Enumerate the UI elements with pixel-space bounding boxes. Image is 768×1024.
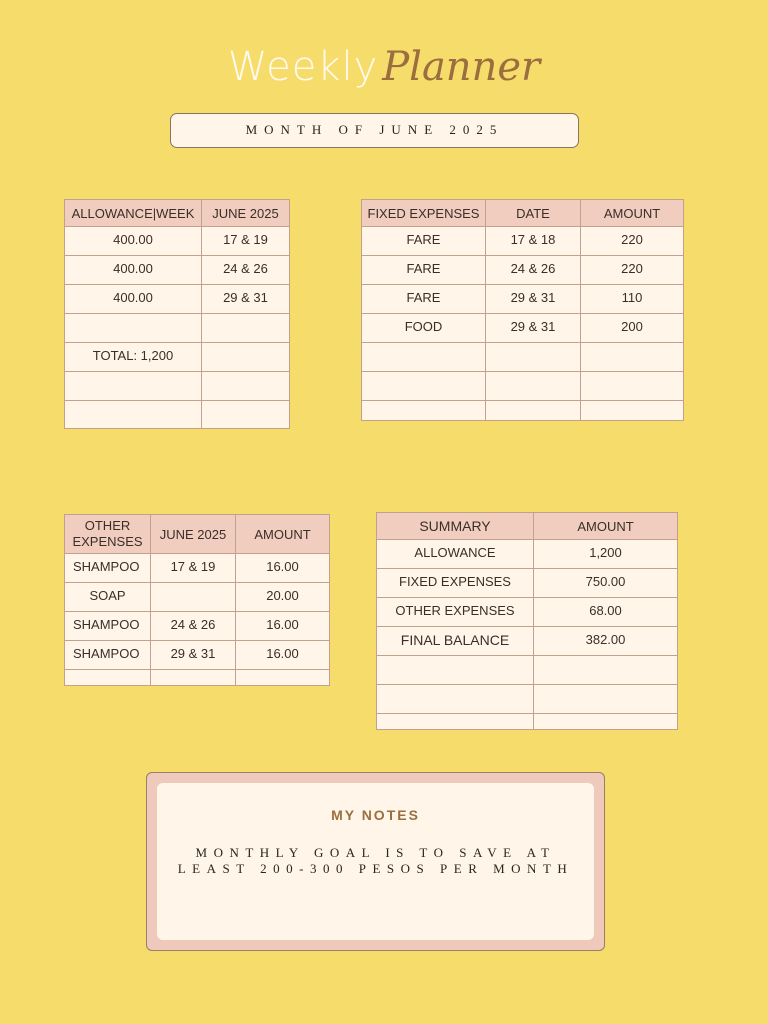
- table-row: [377, 656, 678, 685]
- table-row: [377, 714, 678, 730]
- fixed-cell: 24 & 26: [486, 256, 581, 285]
- table-row: [377, 598, 678, 627]
- summary-cell: ALLOWANCE: [377, 540, 534, 569]
- fixed-cell: [581, 401, 684, 421]
- fixed-header-date: DATE: [486, 200, 581, 227]
- fixed-cell: [581, 343, 684, 372]
- allowance-cell: [65, 314, 202, 343]
- allowance-cell: 400.00: [65, 256, 202, 285]
- table-row: [65, 227, 290, 256]
- summary-header-label: SUMMARY: [377, 513, 534, 540]
- title-weekly: Weekly: [227, 44, 379, 90]
- fixed-cell: 220: [581, 227, 684, 256]
- allowance-cell: [202, 372, 290, 401]
- fixed-cell: 29 & 31: [486, 314, 581, 343]
- table-row: [65, 372, 290, 401]
- other-cell: 17 & 19: [151, 554, 236, 583]
- allowance-cell: 400.00: [65, 227, 202, 256]
- summary-cell: [534, 656, 678, 685]
- other-cell: [65, 670, 151, 686]
- summary-cell: 68.00: [534, 598, 678, 627]
- summary-cell: OTHER EXPENSES: [377, 598, 534, 627]
- allowance-cell: [202, 401, 290, 429]
- other-cell: [151, 583, 236, 612]
- table-row: [362, 372, 684, 401]
- allowance-cell: 29 & 31: [202, 285, 290, 314]
- allowance-cell: [65, 401, 202, 429]
- table-row: [65, 612, 330, 641]
- fixed-cell: 220: [581, 256, 684, 285]
- summary-cell: 1,200: [534, 540, 678, 569]
- other-cell: 16.00: [236, 612, 330, 641]
- allowance-table: [64, 199, 290, 429]
- fixed-cell: 200: [581, 314, 684, 343]
- summary-final-balance-value: 382.00: [534, 627, 678, 656]
- fixed-header-amount: AMOUNT: [581, 200, 684, 227]
- title-planner: Planner: [382, 44, 541, 90]
- other-cell: SHAMPOO: [65, 641, 151, 670]
- allowance-cell: 400.00: [65, 285, 202, 314]
- notes-card: [146, 772, 605, 951]
- table-row: [362, 314, 684, 343]
- other-cell: 24 & 26: [151, 612, 236, 641]
- other-cell: 16.00: [236, 554, 330, 583]
- table-row: [65, 583, 330, 612]
- other-cell: SHAMPOO: [65, 554, 151, 583]
- fixed-cell: FARE: [362, 285, 486, 314]
- fixed-cell: [362, 372, 486, 401]
- fixed-cell: FARE: [362, 256, 486, 285]
- summary-cell: [534, 714, 678, 730]
- fixed-cell: [486, 372, 581, 401]
- allowance-header-week: ALLOWANCE|WEEK: [65, 200, 202, 227]
- other-cell: [151, 670, 236, 686]
- allowance-cell: [65, 372, 202, 401]
- fixed-cell: FOOD: [362, 314, 486, 343]
- fixed-cell: [362, 401, 486, 421]
- other-expenses-table: [64, 514, 330, 686]
- fixed-cell: 17 & 18: [486, 227, 581, 256]
- table-row: [65, 670, 330, 686]
- table-row: [65, 256, 290, 285]
- table-row: [65, 641, 330, 670]
- allowance-cell: 17 & 19: [202, 227, 290, 256]
- table-row: [362, 227, 684, 256]
- table-row: [362, 343, 684, 372]
- table-row: [362, 401, 684, 421]
- table-row: [65, 285, 290, 314]
- table-row: [362, 256, 684, 285]
- allowance-cell: [202, 314, 290, 343]
- other-cell: SOAP: [65, 583, 151, 612]
- table-row: [65, 554, 330, 583]
- table-row: [65, 314, 290, 343]
- fixed-cell: [581, 372, 684, 401]
- summary-table: [376, 512, 678, 730]
- summary-cell: [377, 656, 534, 685]
- summary-cell: [377, 685, 534, 714]
- fixed-header-item: FIXED EXPENSES: [362, 200, 486, 227]
- fixed-cell: [362, 343, 486, 372]
- fixed-cell: FARE: [362, 227, 486, 256]
- summary-header-amount: AMOUNT: [534, 513, 678, 540]
- fixed-cell: [486, 343, 581, 372]
- table-row: [377, 627, 678, 656]
- other-header-item: OTHER EXPENSES: [65, 515, 151, 554]
- allowance-header-month: JUNE 2025: [202, 200, 290, 227]
- table-row: [362, 285, 684, 314]
- table-row: [377, 569, 678, 598]
- other-header-month: JUNE 2025: [151, 515, 236, 554]
- notes-text: MONTHLY GOAL IS TO SAVE AT LEAST 200-300 PESOS PER MONTH: [177, 845, 574, 876]
- other-cell: 20.00: [236, 583, 330, 612]
- page-title: [0, 40, 768, 94]
- notes-panel: [157, 783, 594, 940]
- fixed-cell: [486, 401, 581, 421]
- summary-final-balance-label: FINAL BALANCE: [377, 627, 534, 656]
- notes-title: MY NOTES: [331, 807, 420, 823]
- allowance-total-cell: TOTAL: 1,200: [65, 343, 202, 372]
- allowance-cell: [202, 343, 290, 372]
- summary-cell: 750.00: [534, 569, 678, 598]
- other-cell: 16.00: [236, 641, 330, 670]
- month-banner: MONTH OF JUNE 2025: [170, 113, 579, 148]
- table-row: [377, 540, 678, 569]
- summary-cell: [377, 714, 534, 730]
- summary-cell: FIXED EXPENSES: [377, 569, 534, 598]
- fixed-cell: 29 & 31: [486, 285, 581, 314]
- other-cell: [236, 670, 330, 686]
- other-cell: SHAMPOO: [65, 612, 151, 641]
- allowance-cell: 24 & 26: [202, 256, 290, 285]
- other-header-amount: AMOUNT: [236, 515, 330, 554]
- other-cell: 29 & 31: [151, 641, 236, 670]
- fixed-cell: 110: [581, 285, 684, 314]
- summary-cell: [534, 685, 678, 714]
- table-row: [65, 401, 290, 429]
- table-row: [65, 343, 290, 372]
- table-row: [377, 685, 678, 714]
- fixed-expenses-table: [361, 199, 684, 421]
